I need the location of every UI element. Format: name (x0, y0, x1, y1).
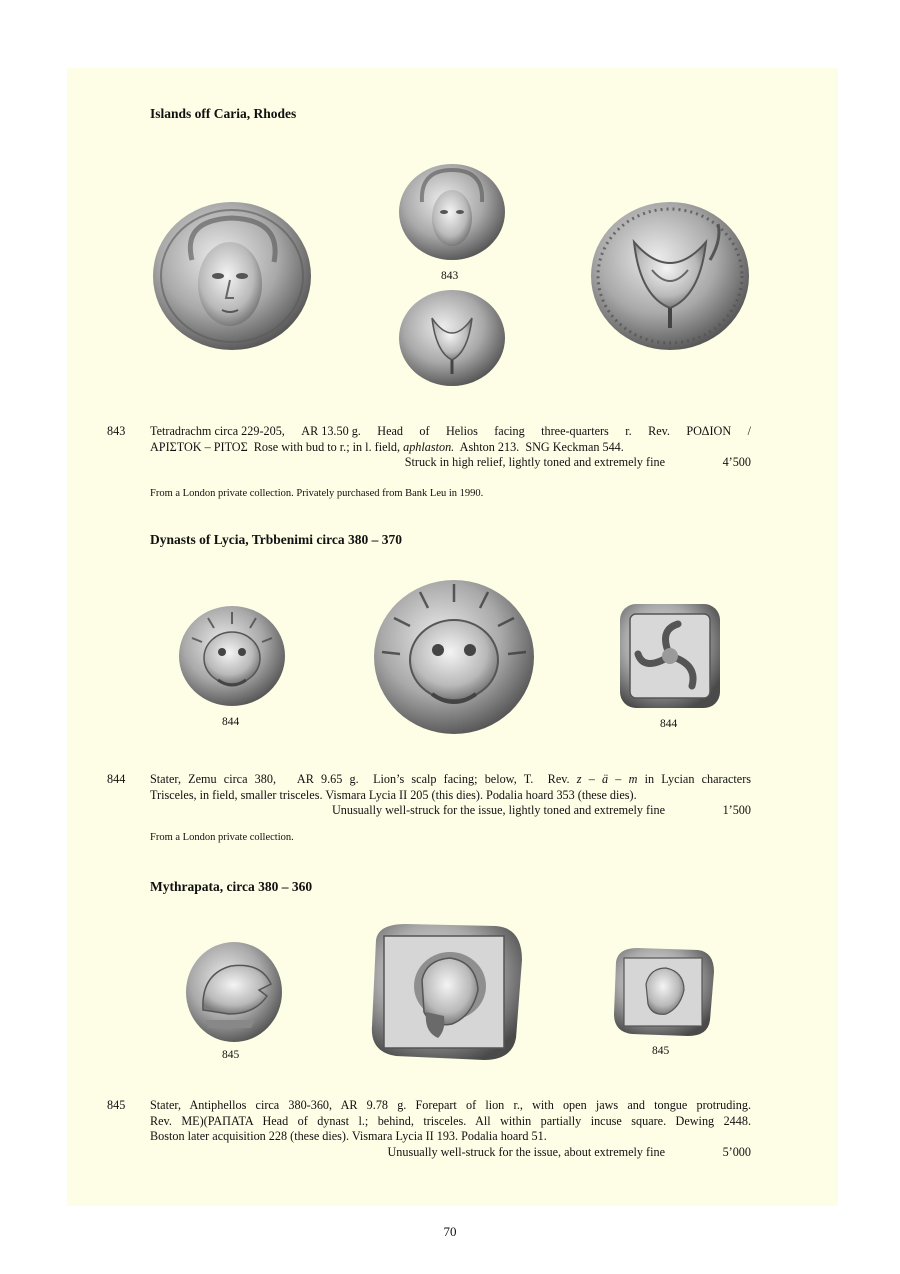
lot-description-843 (150, 424, 751, 471)
lot-845-price: 5’000 (722, 1144, 751, 1159)
text: Helios (446, 424, 478, 438)
coin-843-obverse-helios (152, 200, 312, 352)
text: Tetradrachm circa 229-205, (150, 424, 285, 438)
lot-description-844 (150, 772, 751, 819)
coin-844-reverse-trisceles (618, 602, 722, 710)
text: in Lycian characters (637, 772, 752, 786)
section-heading-rhodes: Islands off Caria, Rhodes (150, 106, 297, 121)
text: Stater, Zemu circa 380, AR 9.65 g. Lion’s scalp facing; below, T. Rev. (150, 772, 577, 786)
lot-843-line-2 (150, 440, 751, 456)
text: Rev. (648, 424, 670, 438)
text: ΑΡΙΣΤΟΚ – ΡΙΤΟΣ Rose with bud to r.; in l. field, (150, 439, 404, 454)
caption-845-left: 845 (222, 1049, 240, 1061)
lot-844-line-2: Trisceles, in field, smaller trisceles. Vismara Lycia II 205 (this dies). Podalia hoard 353 (these dies). (150, 787, 637, 802)
text: facing (494, 424, 525, 438)
text: ΡΟΔΙΟΝ (686, 424, 732, 438)
text: z – ä – m (576, 772, 638, 786)
page-number: 70 (443, 1224, 457, 1239)
lot-843-condition-row (150, 455, 751, 471)
lot-number-844: 844 (107, 772, 126, 786)
lot-844-condition-row (150, 803, 751, 819)
coin-844-obverse-small (178, 604, 286, 708)
text: / (747, 424, 751, 438)
text: aphlaston. (403, 439, 455, 454)
text: three-quarters (541, 424, 609, 438)
coin-843-reverse-small (398, 288, 506, 388)
lot-number-845: 845 (107, 1098, 126, 1112)
lot-843-price: 4’500 (722, 455, 751, 469)
section-heading-mythrapata: Mythrapata, circa 380 – 360 (150, 879, 313, 894)
text: Ashton 213. SNG Keckman 544. (454, 439, 624, 454)
coin-844-obverse-lion-scalp (372, 578, 536, 736)
caption-843: 843 (441, 270, 459, 282)
caption-844-left: 844 (222, 716, 240, 728)
coin-845-obverse-lion-forepart (185, 940, 283, 1044)
text: AR 13.50 g. (301, 424, 361, 438)
text: of (419, 424, 430, 438)
coin-845-reverse-dynast-head (366, 920, 524, 1062)
text: Head (377, 424, 403, 438)
lot-description-845 (150, 1098, 751, 1160)
lot-844-condition: Unusually well-struck for the issue, lightly toned and extremely fine (331, 803, 665, 817)
lot-845-condition: Unusually well-struck for the issue, about extremely fine (387, 1144, 665, 1159)
lot-number-843: 843 (107, 424, 126, 438)
text: r. (625, 424, 632, 438)
lot-844-line-1 (150, 772, 751, 788)
section-heading-lycia: Dynasts of Lycia, Trbbenimi circa 380 – 370 (150, 532, 403, 547)
lot-844-price: 1’500 (722, 803, 751, 817)
coin-845-reverse-small (610, 944, 716, 1038)
lot-845-line-2: Rev. ΜΕ)(ΡΑΠΑΤΑ Head of dynast l.; behind, trisceles. All within partially incuse square. Dewing 2448. (150, 1113, 751, 1128)
lot-844-provenance: From a London private collection. (150, 832, 294, 843)
lot-845-condition-row (150, 1145, 751, 1161)
coin-843-obverse-small (398, 162, 506, 262)
lot-845-line-3: Boston later acquisition 228 (these dies). Vismara Lycia II 193. Podalia hoard 51. (150, 1129, 547, 1143)
caption-844-right: 844 (660, 718, 678, 730)
lot-843-line-1 (150, 424, 751, 440)
caption-845-right: 845 (652, 1045, 670, 1057)
lot-843-provenance: From a London private collection. Privately purchased from Bank Leu in 1990. (150, 488, 484, 499)
coin-843-reverse-rose (590, 200, 750, 352)
lot-843-condition: Struck in high relief, lightly toned and extremely fine (404, 455, 665, 469)
lot-845-line-1: Stater, Antiphellos circa 380-360, AR 9.78 g. Forepart of lion r., with open jaws and tongue protruding. (150, 1098, 751, 1112)
